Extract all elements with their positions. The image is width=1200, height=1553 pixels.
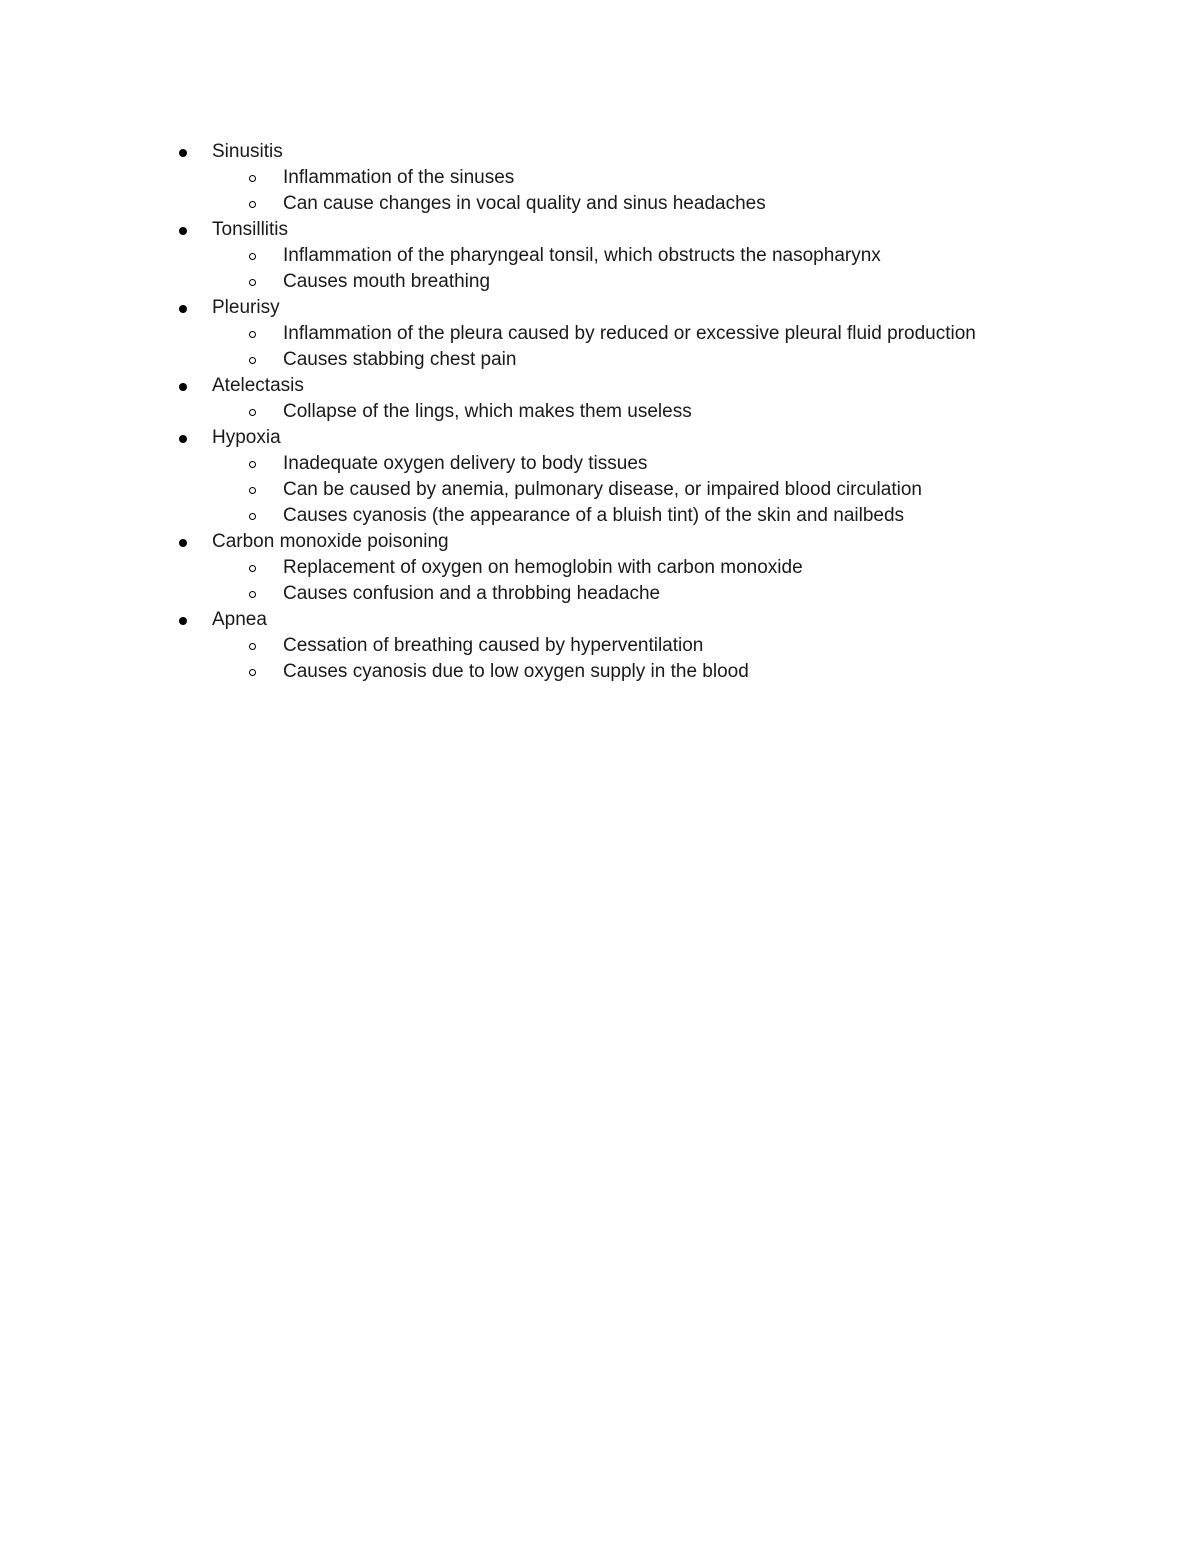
term-label: Atelectasis <box>212 375 304 396</box>
list-item-apnea <box>0 607 1200 633</box>
sub-list-item <box>0 633 1200 659</box>
filled-bullet-icon <box>179 539 187 547</box>
point-text: Causes stabbing chest pain <box>283 349 517 370</box>
point-text: Inflammation of the pleura caused by reduced or excessive pleural fluid production <box>283 323 976 344</box>
term-label: Tonsillitis <box>212 219 289 240</box>
filled-bullet-icon <box>179 149 187 157</box>
sub-list-item <box>0 555 1200 581</box>
point-text: Can be caused by anemia, pulmonary disease, or impaired blood circulation <box>283 479 922 500</box>
point-text: Inadequate oxygen delivery to body tissues <box>283 453 648 474</box>
hollow-bullet-icon <box>249 253 256 260</box>
list-item-tonsillitis <box>0 217 1200 243</box>
hollow-bullet-icon <box>249 175 256 182</box>
point-text: Can cause changes in vocal quality and sinus headaches <box>283 193 766 214</box>
hollow-bullet-icon <box>249 565 256 572</box>
sub-list-item <box>0 347 1200 373</box>
sub-list-item <box>0 165 1200 191</box>
sub-list-item <box>0 269 1200 295</box>
point-text: Causes cyanosis (the appearance of a bluish tint) of the skin and nailbeds <box>283 505 905 526</box>
hollow-bullet-icon <box>249 669 256 676</box>
list-item-atelectasis <box>0 373 1200 399</box>
point-text: Causes cyanosis due to low oxygen supply in the blood <box>283 661 749 682</box>
filled-bullet-icon <box>179 227 187 235</box>
list-item-pleurisy <box>0 295 1200 321</box>
hollow-bullet-icon <box>249 201 256 208</box>
point-text: Cessation of breathing caused by hyperventilation <box>283 635 704 656</box>
point-text: Causes confusion and a throbbing headache <box>283 583 661 604</box>
hollow-bullet-icon <box>249 357 256 364</box>
term-label: Carbon monoxide poisoning <box>212 531 449 552</box>
hollow-bullet-icon <box>249 591 256 598</box>
hollow-bullet-icon <box>249 461 256 468</box>
hollow-bullet-icon <box>249 331 256 338</box>
hollow-bullet-icon <box>249 279 256 286</box>
filled-bullet-icon <box>179 305 187 313</box>
list-item-hypoxia <box>0 425 1200 451</box>
hollow-bullet-icon <box>249 487 256 494</box>
sub-list-item <box>0 399 1200 425</box>
point-text: Inflammation of the sinuses <box>283 167 515 188</box>
point-text: Causes mouth breathing <box>283 271 491 292</box>
point-text: Replacement of oxygen on hemoglobin with carbon monoxide <box>283 557 803 578</box>
term-label: Sinusitis <box>212 141 283 162</box>
filled-bullet-icon <box>179 435 187 443</box>
hollow-bullet-icon <box>249 513 256 520</box>
hollow-bullet-icon <box>249 409 256 416</box>
sub-list-item <box>0 451 1200 477</box>
list-item-sinusitis <box>0 139 1200 165</box>
condition-outline <box>0 139 1200 685</box>
hollow-bullet-icon <box>249 643 256 650</box>
sub-list-item <box>0 477 1200 503</box>
sub-list-item <box>0 503 1200 529</box>
point-text: Inflammation of the pharyngeal tonsil, which obstructs the nasopharynx <box>283 245 881 266</box>
filled-bullet-icon <box>179 383 187 391</box>
sub-list-item <box>0 191 1200 217</box>
filled-bullet-icon <box>179 617 187 625</box>
term-label: Apnea <box>212 609 267 630</box>
sub-list-item <box>0 659 1200 685</box>
sub-list-item <box>0 321 1200 347</box>
sub-list-item <box>0 581 1200 607</box>
point-text: Collapse of the lings, which makes them useless <box>283 401 692 422</box>
term-label: Pleurisy <box>212 297 280 318</box>
term-label: Hypoxia <box>212 427 281 448</box>
sub-list-item <box>0 243 1200 269</box>
list-item-carbon-monoxide-poisoning <box>0 529 1200 555</box>
